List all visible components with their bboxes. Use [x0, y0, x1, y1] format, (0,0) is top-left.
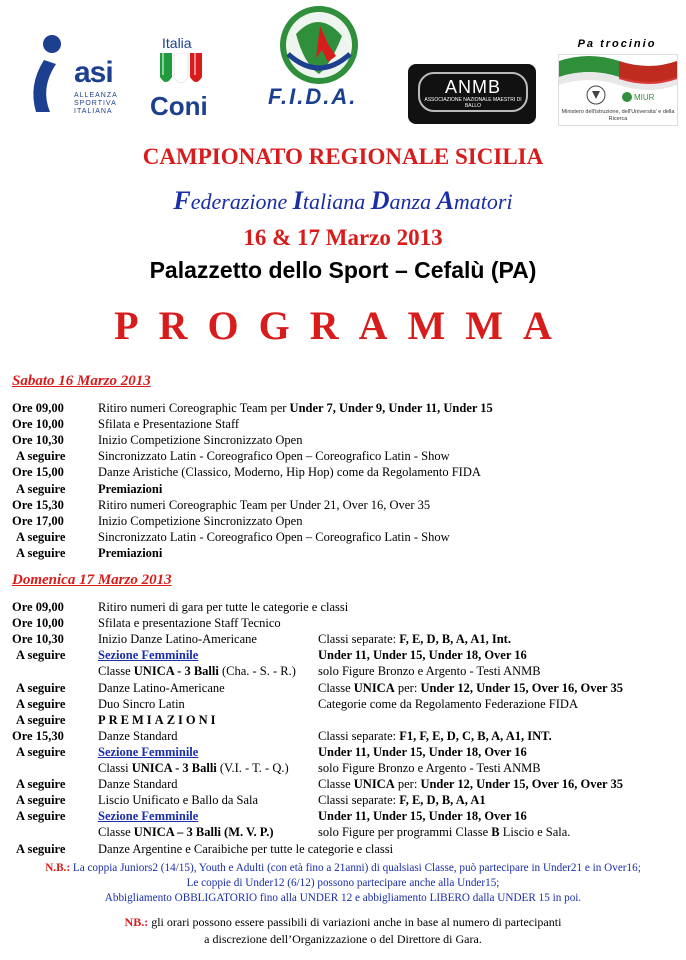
patrocinio-logo: [558, 38, 676, 128]
schedule-description: Inizio Competizione Sincronizzato Open: [98, 433, 303, 448]
saturday-title: Sabato 16 Marzo 2013: [12, 373, 151, 389]
schedule-classes: Classe UNICA per: Under 12, Under 15, Over 16, Over 35: [318, 777, 623, 792]
patrocinio-title: Pa trocinio: [577, 38, 657, 50]
schedule-row: [0, 712, 686, 728]
schedule-description: Danze Aristiche (Classico, Moderno, Hip Hop) come da Regolamento FIDA: [98, 465, 481, 480]
schedule-time: A seguire: [16, 809, 66, 824]
schedule-time: A seguire: [16, 712, 66, 727]
schedule-row: [0, 529, 686, 545]
schedule-description: Danze Standard: [98, 728, 178, 743]
sunday-title: Domenica 17 Marzo 2013: [12, 572, 172, 588]
schedule-time: A seguire: [16, 481, 66, 496]
section-label: Sezione Femminile: [98, 809, 199, 824]
schedule-classes: Categorie come da Regolamento Federazione FIDA: [318, 696, 578, 711]
schedule-row: [0, 481, 686, 497]
schedule-row: [0, 808, 686, 824]
schedule-time: A seguire: [16, 680, 66, 695]
schedule-time: Ore 10,30: [12, 433, 64, 448]
schedule-time: A seguire: [16, 793, 66, 808]
anmb-logo: [408, 64, 536, 124]
schedule-time: Ore 10,30: [12, 632, 64, 647]
schedule-classes: Under 11, Under 15, Under 18, Over 16: [318, 809, 527, 824]
schedule-row: [0, 744, 686, 760]
svg-text:MIUR: MIUR: [634, 93, 655, 102]
schedule-classes: Classi separate: F, E, D, B, A, A1: [318, 793, 486, 808]
schedule-classes: Under 11, Under 15, Under 18, Over 16: [318, 648, 527, 663]
schedule-classes: solo Figure Bronzo e Argento - Testi ANMB: [318, 761, 541, 775]
schedule-time: Ore 15,00: [12, 465, 64, 480]
schedule-row: [0, 663, 686, 679]
venue: Palazzetto dello Sport – Cefalù (PA): [149, 257, 537, 283]
schedule-time: A seguire: [16, 841, 66, 856]
schedule-row: [0, 545, 686, 561]
schedule-time: Ore 15,30: [12, 497, 64, 512]
asi-subtitle: ALLEANZA SPORTIVA ITALIANA: [74, 92, 118, 115]
fida-wordmark: F.I.D.A.: [268, 84, 358, 109]
premiazioni-label: PREMIAZIONI: [98, 712, 219, 727]
schedule-row: [0, 615, 686, 631]
schedule-description: Classe UNICA – 3 Balli (M. V. P.): [98, 825, 274, 840]
programma-title: PROGRAMMA: [114, 303, 572, 348]
anmb-subtitle: ASSOCIAZIONE NAZIONALE MAESTRI DI BALLO: [424, 97, 522, 109]
federation-initial: A: [436, 186, 454, 215]
schedule-description: Premiazioni: [98, 545, 163, 560]
schedule-row: [0, 464, 686, 480]
schedule-classes: Classe UNICA per: Under 12, Under 15, Over 16, Over 35: [318, 680, 623, 695]
federation-initial: I: [292, 186, 303, 215]
note-1-line-1: N.B.: La coppia Juniors2 (14/15), Youth e Adulti (con età fino a 21anni) di qualsiasi Classe, può partecipare in Under21 e in Over16;: [45, 862, 641, 874]
schedule-time: A seguire: [16, 529, 66, 544]
schedule-row: [0, 647, 686, 663]
schedule-description: Inizio Competizione Sincronizzato Open: [98, 513, 303, 528]
anmb-wordmark: ANMB: [444, 77, 501, 97]
schedule-row: [0, 497, 686, 513]
coni-wordmark: Coni: [150, 91, 208, 121]
schedule-description: Duo Sincro Latin: [98, 696, 185, 711]
schedule-row: [0, 728, 686, 744]
note-1-line-2: Le coppie di Under12 (6/12) possono partecipare anche alla Under15;: [186, 877, 500, 889]
schedule-time: A seguire: [16, 648, 66, 663]
schedule-description: Danze Argentine e Caraibiche per tutte le categorie e classi: [98, 841, 394, 856]
schedule-classes: Classi separate: F, E, D, B, A, A1, Int.: [318, 632, 511, 647]
schedule-row: [0, 696, 686, 712]
schedule-row: [0, 631, 686, 647]
schedule-description: Sfilata e presentazione Staff Tecnico: [98, 616, 281, 631]
schedule-time: Ore 09,00: [12, 401, 64, 415]
ministry-label: Ministero dell'istruzione, dell'Universita' e della Ricerca: [561, 109, 675, 122]
schedule-time: A seguire: [16, 545, 66, 560]
section-label: Sezione Femminile: [98, 648, 199, 663]
schedule-description: Sincronizzato Latin - Coreografico Open – Coreografico Latin - Show: [98, 529, 450, 544]
schedule-description: Ritiro numeri Coreographic Team per Under 21, Over 16, Over 35: [98, 497, 431, 512]
schedule-time: Ore 10,00: [12, 417, 64, 432]
schedule-description: Ritiro numeri Coreographic Team per Under 7, Under 9, Under 11, Under 15: [98, 401, 493, 415]
schedule-time: Ore 15,30: [12, 728, 64, 743]
section-label: Sezione Femminile: [98, 744, 199, 759]
schedule-time: Ore 10,00: [12, 616, 64, 631]
schedule-description: Classi UNICA - 3 Balli (V.I. - T. - Q.): [98, 761, 289, 775]
schedule-time: A seguire: [16, 449, 66, 464]
schedule-classes: Classi separate: F1, F, E, D, C, B, A, A1, INT.: [318, 728, 552, 743]
asi-mark-icon: [24, 30, 74, 120]
logo-bar: [0, 0, 686, 135]
note-1-line-3: Abbigliamento OBBLIGATORIO fino alla UNDER 12 e abbigliamento LIBERO dalla UNDER 15 in poi.: [104, 892, 582, 904]
schedule-description: Classe UNICA - 3 Balli (Cha. - S. - R.): [98, 664, 296, 679]
schedule-row: [0, 776, 686, 792]
schedule-description: Sincronizzato Latin - Coreografico Open – Coreografico Latin - Show: [98, 449, 450, 464]
schedule-classes: Under 11, Under 15, Under 18, Over 16: [318, 744, 527, 759]
schedule-row: [0, 448, 686, 464]
nb-label: N.B.:: [45, 862, 71, 874]
schedule-row: [0, 760, 686, 776]
schedule-row: [0, 841, 686, 857]
schedule-description: Danze Standard: [98, 777, 178, 792]
fida-globe-icon: [276, 4, 362, 86]
schedule-description: Danze Latino-Americane: [98, 680, 225, 695]
italian-flag-emblem-icon: [559, 55, 677, 109]
schedule-description: [98, 808, 198, 824]
schedule-description: Inizio Danze Latino-Americane: [98, 632, 257, 647]
schedule-time: A seguire: [16, 777, 66, 792]
schedule-classes: solo Figure Bronzo e Argento - Testi ANMB: [318, 664, 541, 679]
event-dates: 16 & 17 Marzo 2013: [243, 225, 443, 250]
coni-flag-icon: [158, 53, 204, 89]
nb-label: NB.:: [124, 915, 149, 929]
schedule-row: [0, 792, 686, 808]
schedule-row: [0, 599, 686, 615]
schedule-row: [0, 400, 686, 416]
note-2-line-1: NB.: gli orari possono essere passibili di variazioni anche in base al numero di partecipanti: [124, 915, 562, 929]
schedule-description: Premiazioni: [98, 481, 163, 496]
coni-italia-label: Italia: [162, 35, 192, 51]
federation-name: Federazione Italiana Danza Amatori: [173, 186, 513, 215]
schedule-description: [98, 647, 198, 663]
federation-initial: F: [173, 186, 191, 215]
schedule-description: [98, 712, 219, 728]
schedule-row: [0, 432, 686, 448]
schedule-description: [98, 744, 198, 760]
schedule-time: Ore 09,00: [12, 600, 64, 614]
federation-initial: D: [370, 186, 390, 215]
schedule-classes: solo Figure per programmi Classe B Liscio e Sala.: [318, 825, 571, 840]
schedule-time: Ore 17,00: [12, 513, 64, 528]
schedule-row: [0, 513, 686, 529]
note-2-line-2: a discrezione dell’Organizzazione o del Direttore di Gara.: [204, 932, 482, 946]
schedule-description: Sfilata e Presentazione Staff: [98, 417, 240, 432]
championship-title: CAMPIONATO REGIONALE SICILIA: [142, 144, 544, 169]
schedule-time: A seguire: [16, 744, 66, 759]
asi-logo: [24, 30, 134, 120]
coni-logo: [146, 35, 226, 125]
fida-logo: [262, 4, 382, 114]
schedule-time: A seguire: [16, 696, 66, 711]
schedule-row: [0, 416, 686, 432]
schedule-description: Liscio Unificato e Ballo da Sala: [98, 793, 259, 808]
schedule-row: [0, 680, 686, 696]
schedule-row: [0, 824, 686, 840]
asi-wordmark: asi: [74, 56, 113, 89]
schedule-description: Ritiro numeri di gara per tutte le categorie e classi: [98, 600, 349, 614]
